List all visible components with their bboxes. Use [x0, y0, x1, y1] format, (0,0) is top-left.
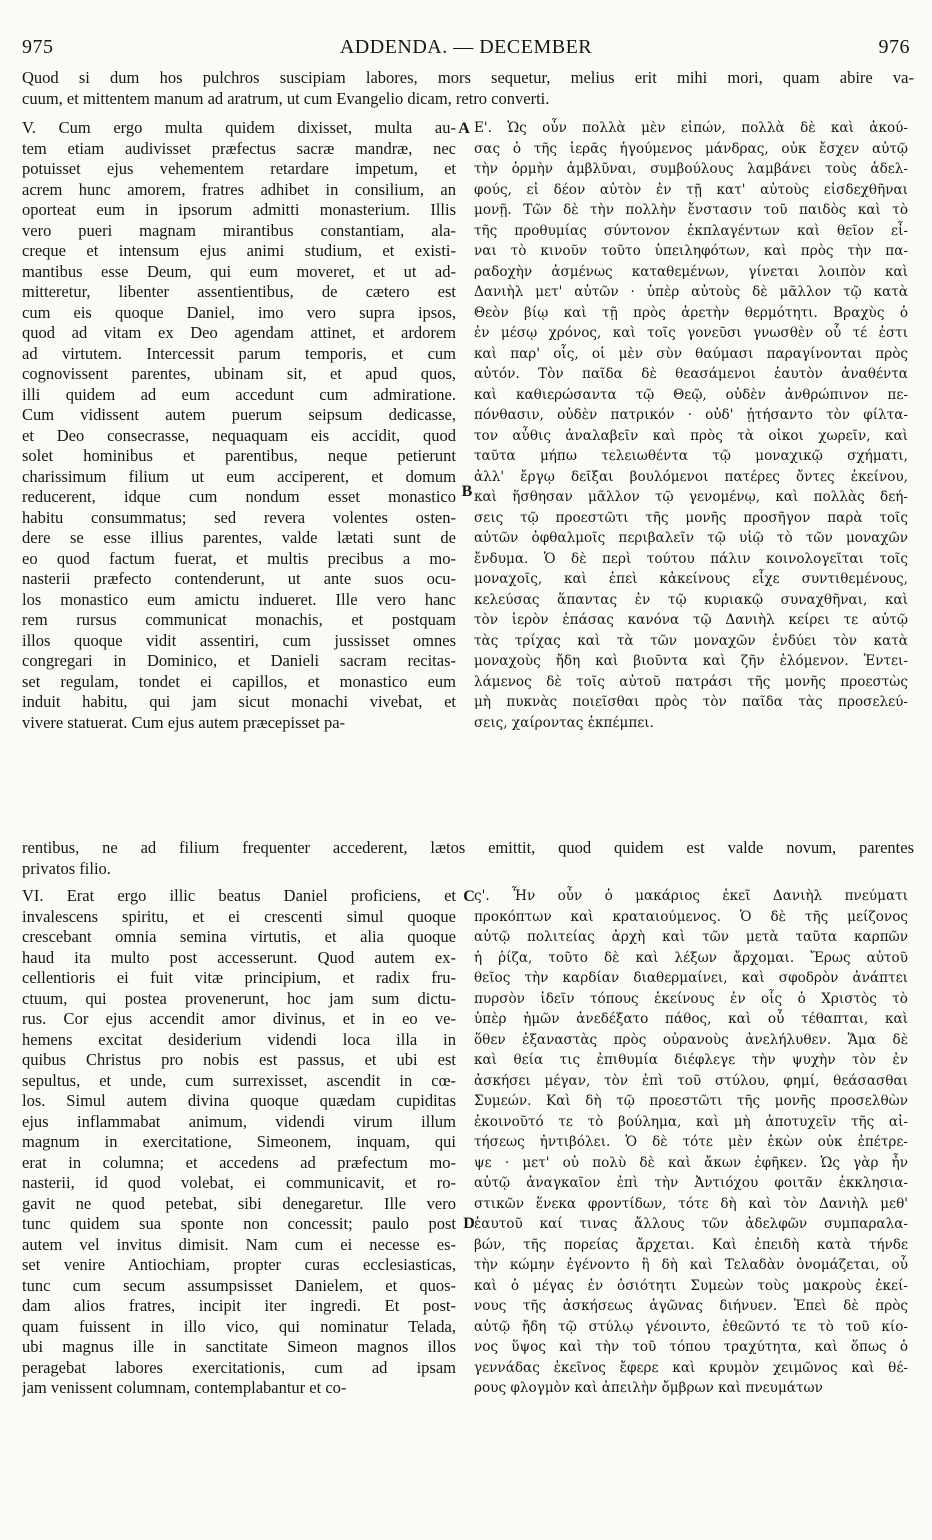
text-line: dere se esse illius parentes, valde lætati sunt de — [22, 528, 456, 547]
text-line: erat in columna; et accedens ad præfectum mo- — [22, 1152, 456, 1172]
text-line: τὰς τρίχας καὶ τὰ τῶν μοναχῶν ἐνδύει τὸν κατὰ — [474, 632, 908, 649]
text-line: ἡ ῥίζα, τοῦτο δὲ καὶ λέξων ἄρχομαι. Ἔρως αὐτοῦ — [474, 949, 908, 966]
text-line: ταῦτα μήπω τελειωθέντα τῷ μοναχικῷ σχήματι, — [474, 448, 908, 464]
text-line: hemens excitat desiderium videndi loca illa in — [22, 1029, 456, 1049]
text-line: ραδοχὴν ἀσμένως καταθεμένων, γίνεται λοιπὸν καὶ — [474, 263, 908, 280]
text-line: ὅθεν ἐξαναστὰς πρὸς οὐρανοὺς ἀνελήλυθεν. Ἅμα δὲ — [474, 1031, 908, 1048]
text-line: αὐτῶν ὀφθαλμοῖς περιβαλεῖν τῷ υἱῷ τὸ τῶν μοναχῶν — [474, 530, 908, 546]
text-line: sepultus, et unde, cum surrexisset, ascendit in cœ- — [22, 1070, 456, 1090]
text-line: jam venissent columnam, contemplabantur et co- — [22, 1378, 347, 1397]
text-line: privatos filio. — [22, 858, 111, 878]
text-line: los. Simul autem divina quoque quædam cupiditas — [22, 1091, 456, 1110]
text-line: nasterii, id quod volebat, ei communicavit, et ro- — [22, 1173, 456, 1192]
text-line: αὐτόν. Τὸν παῖδα δὲ θεασάμενοι ἑαυτὸν ἀναθέντα — [474, 366, 908, 382]
text-line: V. Cum ergo multa quidem dixisset, multa au- — [22, 118, 456, 137]
text-line: peragebat labores exercitationis, cum ad ipsam — [22, 1357, 456, 1377]
text-line: ad virtutem. Intercessit parum temporis, et cum — [22, 343, 456, 363]
running-title: ADDENDA. — DECEMBER — [339, 36, 593, 58]
section-v-latin-column — [22, 118, 456, 733]
text-line: θεῖος τὴν καρδίαν διαθερμαίνει, καὶ σφοδρὸν ἀνάπτει — [474, 970, 908, 986]
text-line: tunc quidem sua sponte non concessit; paulo post — [22, 1214, 456, 1233]
text-line: induit habitu, qui jam sicut monachi vivebat, et — [22, 692, 456, 711]
text-line: ναι τὸ κινοῦν τοῦτο ὑπειληφότων, καὶ πρὸς τὴν πα- — [474, 243, 908, 259]
text-line: γεννάδας ἐκεῖνος ἔφερε καὶ κρυμὸν χειμῶνος καὶ θέ- — [474, 1359, 908, 1376]
section-v-greek-column — [474, 118, 908, 733]
text-line: rentibus, ne ad filium frequenter accederent, lætos emittit, quod quidem est valde novum, parentes — [22, 838, 914, 857]
text-line: habitu consummatus; sed revera volentes osten- — [22, 507, 456, 527]
text-line: τὴν ὁρμὴν ἀμβλῦναι, συμβούλους λαμβάνει τοὺς ἀδελ- — [474, 161, 908, 177]
margin-marker-c: C — [463, 888, 475, 905]
text-line: rem rursus communicat monachis, et postquam — [22, 610, 456, 629]
text-line: μοναχοὺς ἤδη καὶ βιοῦντα καὶ ζῆν ἑλόμενον. Ἐντει- — [474, 653, 908, 669]
text-line: autem vel invitus dimisit. Nam cum ei necesse es- — [22, 1234, 456, 1254]
text-line: illi quidem ad eum accedunt cum admiratione. — [22, 384, 456, 404]
text-line: tem etiam audivisset præfectus sacræ mandræ, nec — [22, 138, 456, 158]
text-line: charissimum filium ut eum acciperent, et domum — [22, 466, 456, 486]
page-number-right: 976 — [878, 36, 910, 58]
text-line: Θεὸν βίῳ καὶ τῇ πρὸς ἀρετὴν θερμότητι. Βραχὺς ὁ — [474, 304, 908, 321]
text-line: κελεύσας ἅπαντας ἐν τῷ κυριακῷ συναχθῆναι, καὶ — [474, 591, 908, 608]
text-line: oporteat eum in ipsorum admitti monasterium. Illis — [22, 200, 456, 219]
text-line: ἑαυτοῦ καί τινας ἄλλους τῶν ἀδελφῶν συμπαραλα- — [474, 1216, 908, 1232]
text-line: μὴ πυκνὰς ποιεῖσθαι πρὸς τὸν παῖδα τὰς προσελεύ- — [474, 694, 908, 710]
text-line: ἐν μέσῳ χρόνος, καὶ τοῖς γονεῦσι γνωσθὲν οὗ τέ ἐστι — [474, 325, 908, 341]
text-line: τὸν ἱερὸν ἐπάσας κανόνα τῷ Δανιὴλ κείρει τε αὐτῷ — [474, 612, 908, 628]
text-line: καὶ θεία τις ἐπιθυμία διέφλεγε τὴν ψυχὴν τὸν ἐν — [474, 1052, 908, 1068]
text-line: cellentioris ei fuit vitæ principium, et radix fru- — [22, 968, 456, 987]
text-line: ejus inflammabat animum, videndi virum illum — [22, 1111, 456, 1131]
margin-marker-a: A — [458, 120, 470, 137]
text-line: set regulam, tondet ei capillos, et monastico eum — [22, 671, 456, 691]
text-line: τὴν κώμην ἐγένοντο ἣ δὴ καὶ Τελαδὰν ὀνομάζεται, οὗ — [474, 1257, 908, 1273]
text-line: ἀλλ' ἔργῳ δεῖξαι βουλόμενοι πατέρες ὄντες ἐκείνου, — [474, 468, 908, 485]
text-line: potuisset ejus vehementem retardare impetum, et — [22, 159, 456, 178]
text-line: μοναχοῖς, καὶ ἐπεὶ κἀκείνους εἶχε συντιθεμένους, — [474, 571, 908, 587]
text-line: ubi magnus ille in sanctitate Simeon magnos illos — [22, 1337, 456, 1356]
text-line: dam alios fratres, incipit iter ingredi. Et post- — [22, 1296, 456, 1315]
text-line: ἔνδυμα. Ὁ δὲ περὶ τούτου πάλιν κοινολογεῖται τοῖς — [474, 550, 908, 567]
text-line: Ε'. Ὡς οὖν πολλὰ μὲν εἰπών, πολλὰ δὲ καὶ ἀκού- — [474, 120, 908, 136]
text-line: mantibus esse Deum, qui eum moveret, et ut ad- — [22, 261, 456, 281]
text-line: haud ita multo post accesserunt. Quod autem ex- — [22, 947, 456, 967]
text-line: πυρσὸν ἰδεῖν τόπους ἐκείνους ἐν οἷς ὁ Χριστὸς τὸ — [474, 990, 908, 1007]
text-line: αὐτῷ ἀναγκαῖον ἐπὶ τὴν Ἀντιόχου φοιτᾶν ἐκκλησια- — [474, 1175, 908, 1191]
text-line: cuum, et mittentem manum ad aratrum, ut cum Evangelio dicam, retro converti. — [22, 88, 550, 108]
text-line: ρους φλογμὸν καὶ ἀπειλὴν ὄμβρων καὶ πνευμάτων — [474, 1380, 823, 1396]
text-line: quod ad vitam ex Deo agendam attinet, et ardorem — [22, 323, 456, 342]
text-line: quibus Christus pro nobis est passus, et ubi est — [22, 1050, 456, 1069]
margin-marker-b: B — [461, 483, 473, 500]
text-line: rus. Cor ejus accendit amor divinus, et in eo ve- — [22, 1009, 456, 1028]
text-line: tunc cum secum assumpsisset Danielem, et quos- — [22, 1275, 456, 1295]
text-line: solet hominibus et parentibus, neque petierunt — [22, 446, 456, 465]
text-line: ἀσκήσει μέγαν, τὸν ἐπὶ τοῦ στύλου, φημί, θεάσασθαι — [474, 1072, 908, 1089]
text-line: ctuum, qui postea provenerunt, hoc jam sum dictu- — [22, 988, 456, 1008]
text-line: eo quod factum fuerat, et multis precibus a mo- — [22, 548, 456, 568]
text-line: los monastico eum amictu indueret. Ille vero hanc — [22, 589, 456, 609]
text-line: cognovissent parentes, ubinam sit, et apud quos, — [22, 364, 456, 383]
text-line: νους τῆς ἀσκήσεως ἀγῶνας διήνυεν. Ἐπεὶ δὲ πρὸς — [474, 1298, 908, 1314]
text-line: ς'. Ἦν οὖν ὁ μακάριος ἐκεῖ Δανιὴλ πνεύματι — [474, 888, 908, 904]
text-line: illos quoque vidit assentiri, cum jussisset omnes — [22, 630, 456, 650]
text-line: vivere statuerat. Cum ejus autem præcepisset pa- — [22, 712, 346, 732]
text-line: σας ὁ τῆς ἱερᾶς ἡγούμενος μάνδρας, οὐκ ἔσχεν αὐτῷ — [474, 140, 908, 157]
text-line: προκόπτων καὶ κραταιούμενος. Ὁ δὲ τῆς μείζονος — [474, 908, 908, 925]
text-line: τῆς προθυμίας σύντονον ἐκπλαγέντων καὶ θεῖον εἶ- — [474, 222, 908, 239]
text-line: vero pueri magnam mirantibus constantiam, ala- — [22, 220, 456, 240]
section-v-continuation-fullwidth — [22, 838, 914, 879]
text-line: quam fuissent in illo vico, qui nominatur Telada, — [22, 1316, 456, 1336]
text-line: magnum in exercitatione, Simeonem, inquam, qui — [22, 1132, 456, 1151]
text-line: φούς, εἰ δέον αὐτὸν ἐν τῇ κατ' αὐτοὺς εἰσδεχθῆναι — [474, 181, 908, 198]
text-line: νος ὕψος καὶ τὴν τοῦ τόπου τραχύτητα, καὶ ὅπως ὁ — [474, 1339, 908, 1355]
text-line: Συμεών. Καὶ δὴ τῷ προεστῶτι τῆς μονῆς προσελθὼν — [474, 1093, 908, 1109]
text-line: αὐτῷ πολιτείας ἀρχὴ καὶ τῶν μετὰ ταῦτα καρπῶν — [474, 929, 908, 945]
text-line: ὑπὲρ ἡμῶν ἀνεδέξατο πάθος, καὶ οὗ τέθαπται, καὶ — [474, 1011, 908, 1027]
text-line: ψε · μετ' οὐ πολὺ δὲ καὶ ἄκων ἐφῆκεν. Ὡς γὰρ ἦν — [474, 1154, 908, 1171]
text-line: καὶ ὁ μέγας ἐν ὁσιότητι Συμεὼν τοὺς μακροὺς ἐκεί- — [474, 1277, 908, 1294]
text-line: βών, τῆς πορείας ἄρχεται. Καὶ ἐπειδὴ κατὰ τήνδε — [474, 1236, 908, 1253]
section-vi-latin-column — [22, 886, 456, 1399]
text-line: καὶ ἥσθησαν μᾶλλον τῷ γενομένῳ, καὶ πολλὰς δεή- — [474, 489, 908, 505]
text-line: gavit ne quod petebat, sibi denegaretur. Ille vero — [22, 1193, 456, 1213]
text-line: τήσεως ἠντιβόλει. Ὁ δὲ τότε μὲν ἑκὼν οὐκ ἐπέτρε- — [474, 1134, 908, 1150]
text-line: Quod si dum hos pulchros suscipiam labores, mors sequetur, melius erit mihi mori, quam abire va- — [22, 68, 914, 87]
text-line: πόνθασιν, οὐδὲν πατρικόν · οὐδ' ᾐτήσαντο τὸν φίλτα- — [474, 407, 908, 423]
text-line: mitteretur, libenter assentientibus, de cætero est — [22, 282, 456, 301]
text-line: nasterii præfecto contenderunt, ut ante suos ocu- — [22, 569, 456, 588]
text-line: Cum vidissent autem puerum seipsum dedicasse, — [22, 405, 456, 424]
text-line: VI. Erat ergo illic beatus Daniel proficiens, et — [22, 886, 456, 905]
text-line: σεις, χαίροντας ἐκπέμπει. — [474, 714, 654, 731]
page-number-left: 975 — [22, 36, 54, 58]
text-line: καὶ καθιερώσαντα τῷ Θεῷ, οὐδὲν ἀνθρώπινον πε- — [474, 386, 908, 403]
text-line: cum eis quoque Daniel, imo vero supra ipsos, — [22, 302, 456, 322]
text-line: congregari in Dominico, et Danieli sacram recitas- — [22, 651, 456, 670]
section-vi-greek-column — [474, 886, 908, 1399]
opening-fullwidth-text — [22, 68, 914, 109]
running-header — [22, 36, 910, 62]
margin-marker-d: D — [463, 1215, 475, 1232]
text-line: ἐκοινοῦτό τε τὸ βούλημα, καὶ μὴ ἀποτυχεῖν τῆς αἰ- — [474, 1113, 908, 1130]
text-line: reducerent, idque cum nondum esset monastico — [22, 487, 456, 506]
text-line: αὐτῷ ἤδη τῷ στύλῳ γένοιντο, ἐθεῶντό τε τὸ τοῦ κίο- — [474, 1318, 908, 1335]
text-line: invalescens spiritu, et ei crescenti simul quoque — [22, 906, 456, 926]
text-line: μονῇ. Τῶν δὲ τὴν πολλὴν ἔνστασιν τοῦ παιδὸς καὶ τὸ — [474, 202, 908, 218]
text-line: et Deo consecrasse, nequaquam eis accidit, quod — [22, 425, 456, 445]
text-line: λάμενος δὲ τοῖς αὐτοῦ πατράσι τῆς μονῆς προεστὼς — [474, 673, 908, 690]
text-line: Δανιὴλ μετ' αὐτῶν · ὑπὲρ αὐτοὺς δὲ μᾶλλον τῷ κατὰ — [474, 284, 908, 300]
text-line: καὶ παρ' οἷς, οἱ μὲν σὺν θαύμασι παραγίνονται πρὸς — [474, 345, 908, 362]
text-line: creque et intensum ejus animi studium, et existi- — [22, 241, 456, 260]
text-line: crescebant omnia semina virtutis, et alia quoque — [22, 927, 456, 946]
text-line: acrem hunc amorem, fratres adhibet in consilium, an — [22, 179, 456, 199]
text-line: set venire Antiochiam, propter curas ecclesiasticas, — [22, 1255, 456, 1274]
text-line: στικῶν ἕνεκα φροντίδων, τότε δὴ καὶ τὸν Δανιὴλ μεθ' — [474, 1195, 908, 1212]
text-line: τον αὖθις ἀναλαβεῖν καὶ πρὸς τὰ οἰκοι χωρεῖν, καὶ — [474, 427, 908, 444]
text-line: σεις τῷ προεστῶτι τῆς μονῆς προσῆγον παρὰ τοῖς — [474, 509, 908, 526]
